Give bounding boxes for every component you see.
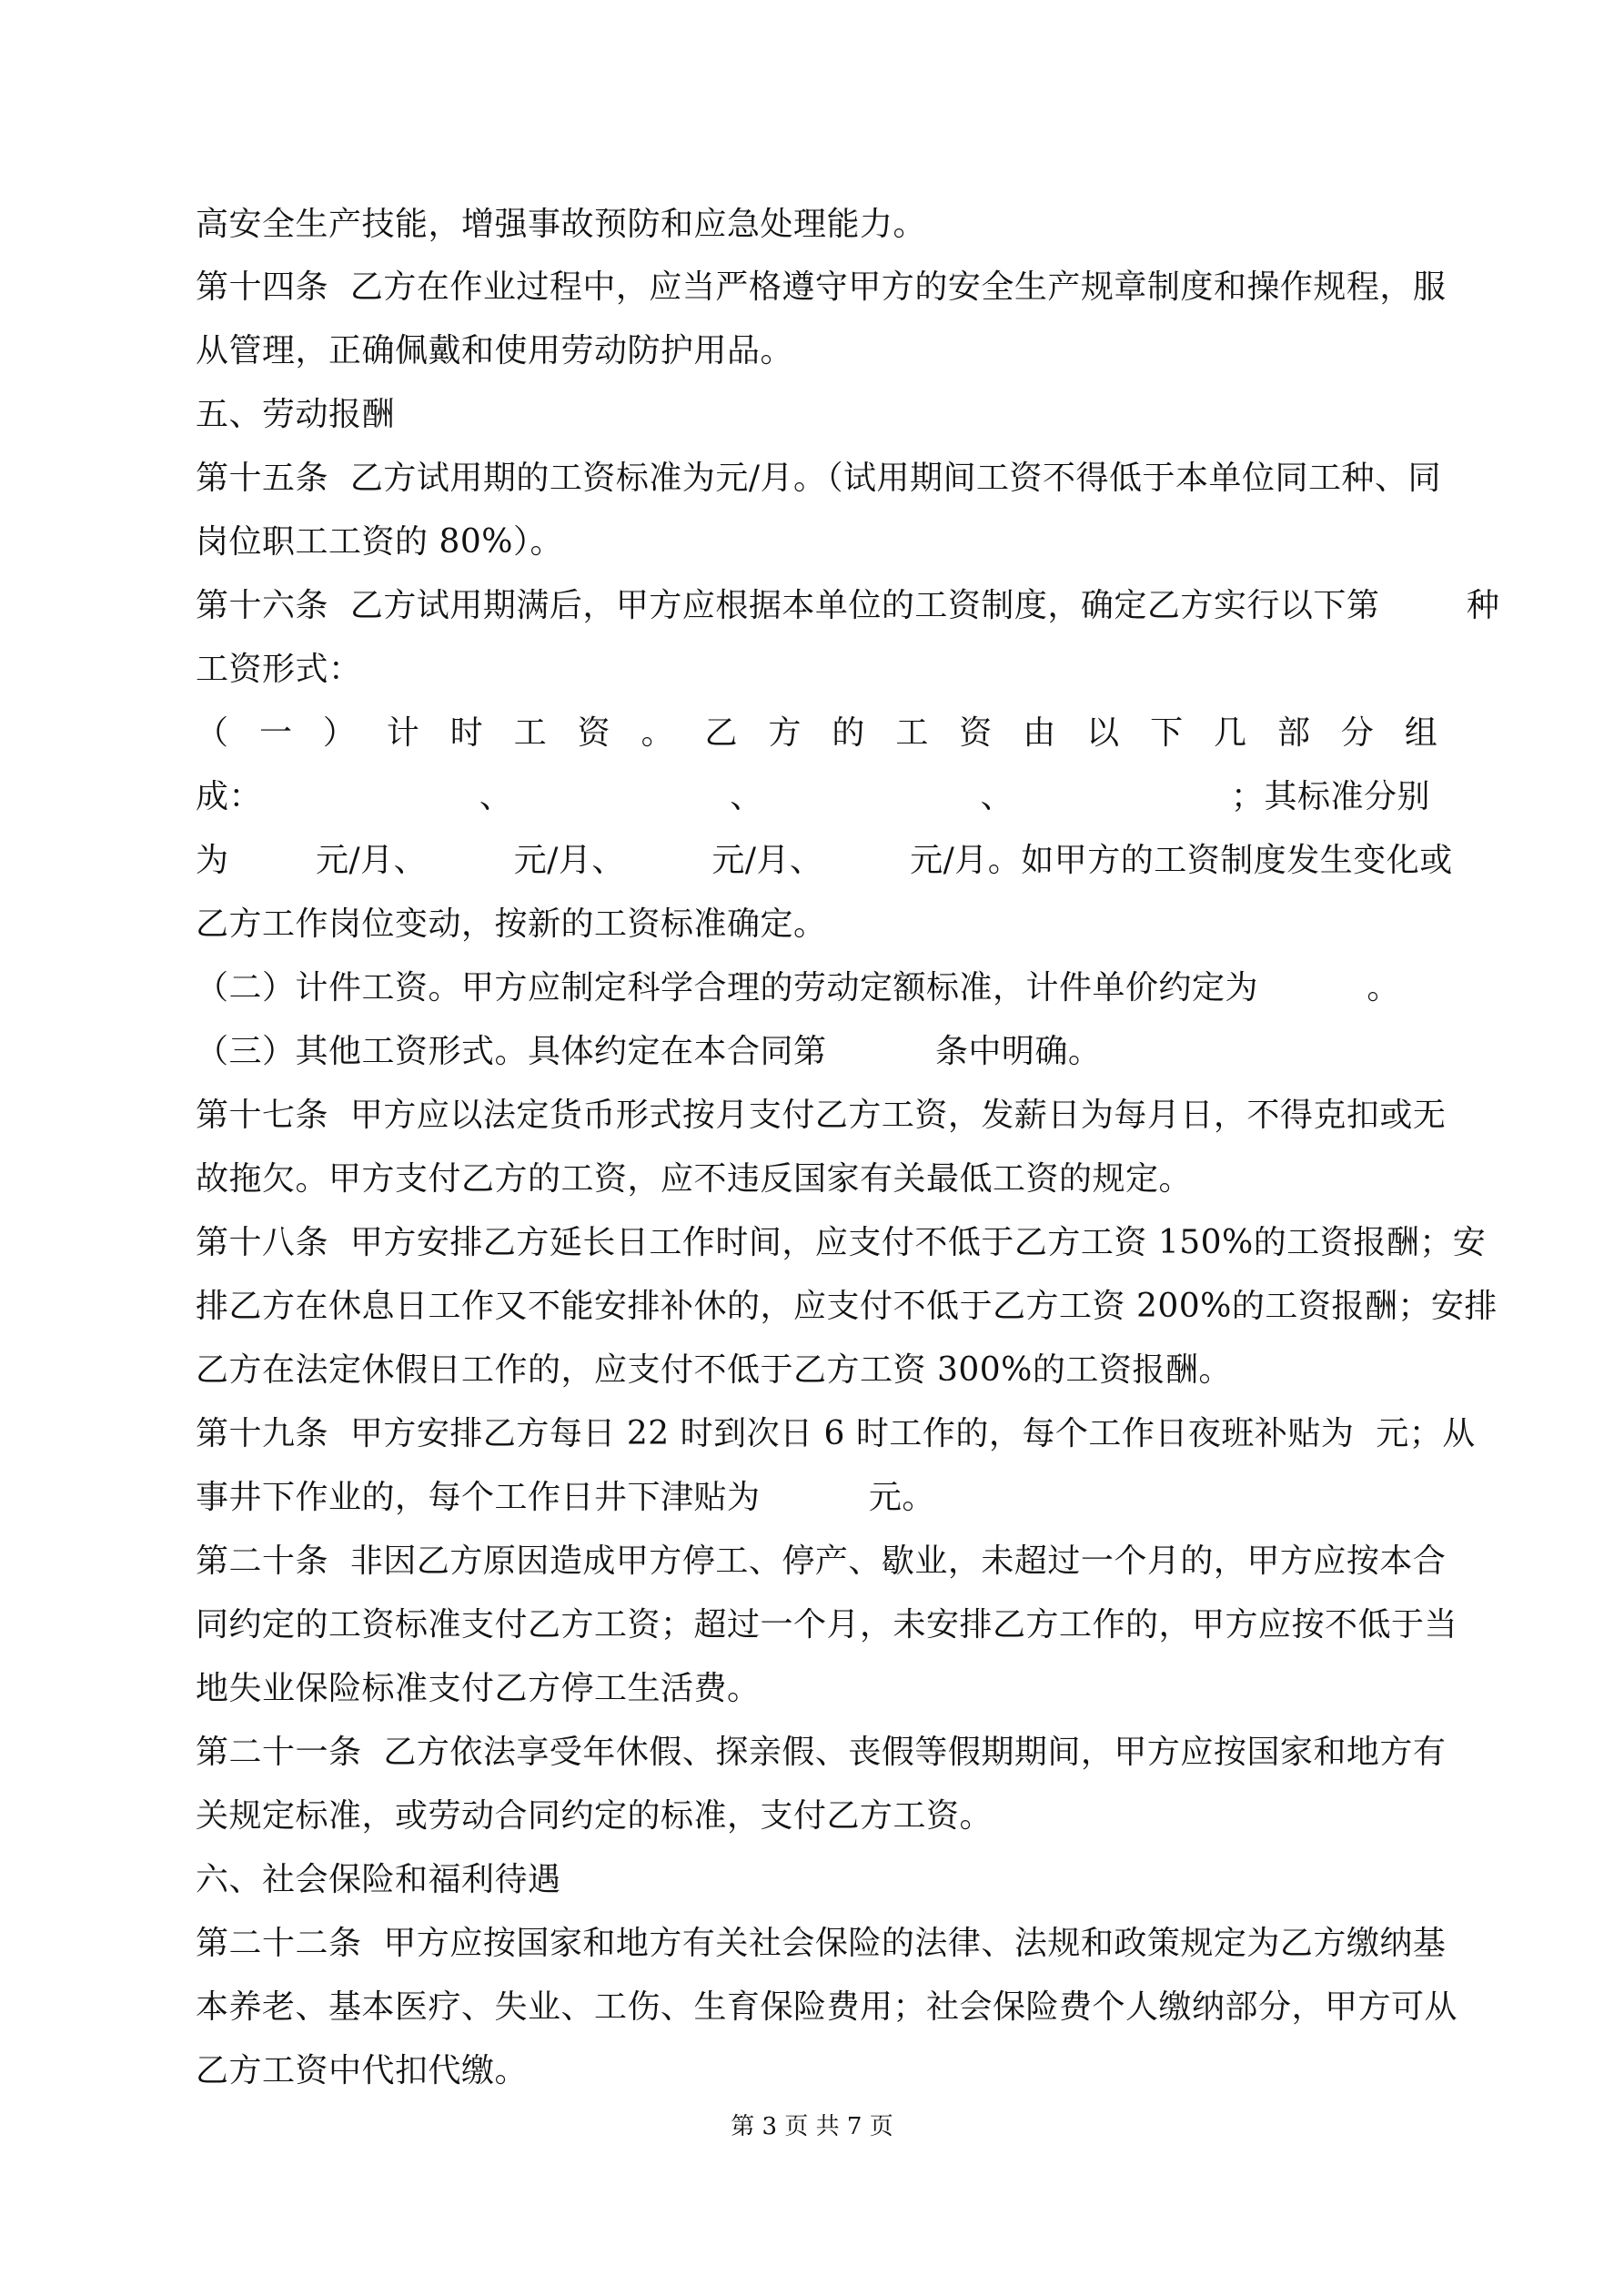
article-18-line-3: 乙方在法定休假日工作的，应支付不低于乙方工资 300%的工资报酬。 <box>196 1351 1232 1389</box>
article-17-line-2: 故拖欠。甲方支付乙方的工资，应不违反国家有关最低工资的规定。 <box>196 1160 1193 1198</box>
justified-char: 分 <box>1340 714 1374 752</box>
justified-char: 部 <box>1276 714 1310 752</box>
justified-char: ） <box>322 714 356 752</box>
article-18-line-1: 第十八条 甲方安排乙方延长日工作时间，应支付不低于乙方工资 150%的工资报酬；安 <box>196 1224 1487 1261</box>
justified-char: 以 <box>1086 714 1120 752</box>
article-19-line-2: 事井下作业的，每个工作日井下津贴为 元。 <box>196 1479 935 1516</box>
article-18-line-2: 排乙方在休息日工作又不能安排补休的，应支付不低于乙方工资 200%的工资报酬；安排 <box>196 1288 1498 1325</box>
justified-char: （ <box>196 714 229 752</box>
justified-char: 一 <box>258 714 292 752</box>
article-21-line-2: 关规定标准，或劳动合同约定的标准，支付乙方工资。 <box>196 1797 994 1835</box>
article-15-line-1: 第十五条 乙方试用期的工资标准为元/月。（试用期间工资不得低于本单位同工种、同 <box>196 460 1442 497</box>
article-20-line-1: 第二十条 非因乙方原因造成甲方停工、停产、歇业，未超过一个月的，甲方应按本合 <box>196 1542 1447 1580</box>
piece-wage-line: （二）计件工资。甲方应制定科学合理的劳动定额标准，计件单价约定为 。 <box>196 969 1400 1006</box>
justified-char: 资 <box>577 714 610 752</box>
article-16-line-1: 第十六条 乙方试用期满后，甲方应根据本单位的工资制度，确定乙方实行以下第 种 <box>196 587 1500 624</box>
article-20-line-2: 同约定的工资标准支付乙方工资；超过一个月，未安排乙方工作的，甲方应按不低于当 <box>196 1606 1458 1644</box>
article-14-line-2: 从管理，正确佩戴和使用劳动防护用品。 <box>196 332 794 369</box>
justified-char: 下 <box>1150 714 1184 752</box>
article-16-line-2: 工资形式： <box>196 651 362 688</box>
justified-char: 资 <box>959 714 993 752</box>
justified-char: 几 <box>1214 714 1247 752</box>
page-number-footer: 第 3 页 共 7 页 <box>731 2113 893 2140</box>
justified-char: 的 <box>832 714 865 752</box>
time-wage-justified-line <box>196 713 1437 754</box>
article-17-line-1: 第十七条 甲方应以法定货币形式按月支付乙方工资，发薪日为每月日，不得克扣或无 <box>196 1097 1447 1134</box>
article-14-line-1: 第十四条 乙方在作业过程中，应当严格遵守甲方的安全生产规章制度和操作规程，服 <box>196 268 1447 306</box>
section-heading-social-insurance: 六、社会保险和福利待遇 <box>196 1861 561 1898</box>
justified-char: 计 <box>386 714 419 752</box>
article-19-line-1: 第十九条 甲方安排乙方每日 22 时到次日 6 时工作的，每个工作日夜班补贴为 元；从 <box>196 1415 1476 1452</box>
justified-char: 方 <box>768 714 802 752</box>
text-line: 高安全生产技能，增强事故预防和应急处理能力。 <box>196 206 927 243</box>
time-wage-components-line: 成： 、 、 、 ；其标准分别 <box>196 778 1430 815</box>
article-15-line-2: 岗位职工工资的 80%）。 <box>196 523 563 561</box>
justified-char: 。 <box>641 714 674 752</box>
article-22-line-2: 本养老、基本医疗、失业、工伤、生育保险费用；社会保险费个人缴纳部分，甲方可从 <box>196 1988 1458 2026</box>
section-heading-labor-pay: 五、劳动报酬 <box>196 396 396 433</box>
time-wage-standards-line: 为 元/月、 元/月、 元/月、 元/月。如甲方的工资制度发生变化或 <box>196 842 1453 879</box>
time-wage-change-line: 乙方工作岗位变动，按新的工资标准确定。 <box>196 905 827 943</box>
article-20-line-3: 地失业保险标准支付乙方停工生活费。 <box>196 1670 761 1707</box>
justified-char: 工 <box>895 714 929 752</box>
justified-char: 工 <box>513 714 547 752</box>
article-21-line-1: 第二十一条 乙方依法享受年休假、探亲假、丧假等假期期间，甲方应按国家和地方有 <box>196 1734 1447 1771</box>
other-wage-line: （三）其他工资形式。具体约定在本合同第 条中明确。 <box>196 1033 1102 1070</box>
justified-char: 乙 <box>704 714 738 752</box>
justified-char: 组 <box>1404 714 1437 752</box>
justified-char: 时 <box>449 714 483 752</box>
article-22-line-1: 第二十二条 甲方应按国家和地方有关社会保险的法律、法规和政策规定为乙方缴纳基 <box>196 1925 1447 1962</box>
article-22-line-3: 乙方工资中代扣代缴。 <box>196 2052 529 2089</box>
justified-char: 由 <box>1023 714 1056 752</box>
